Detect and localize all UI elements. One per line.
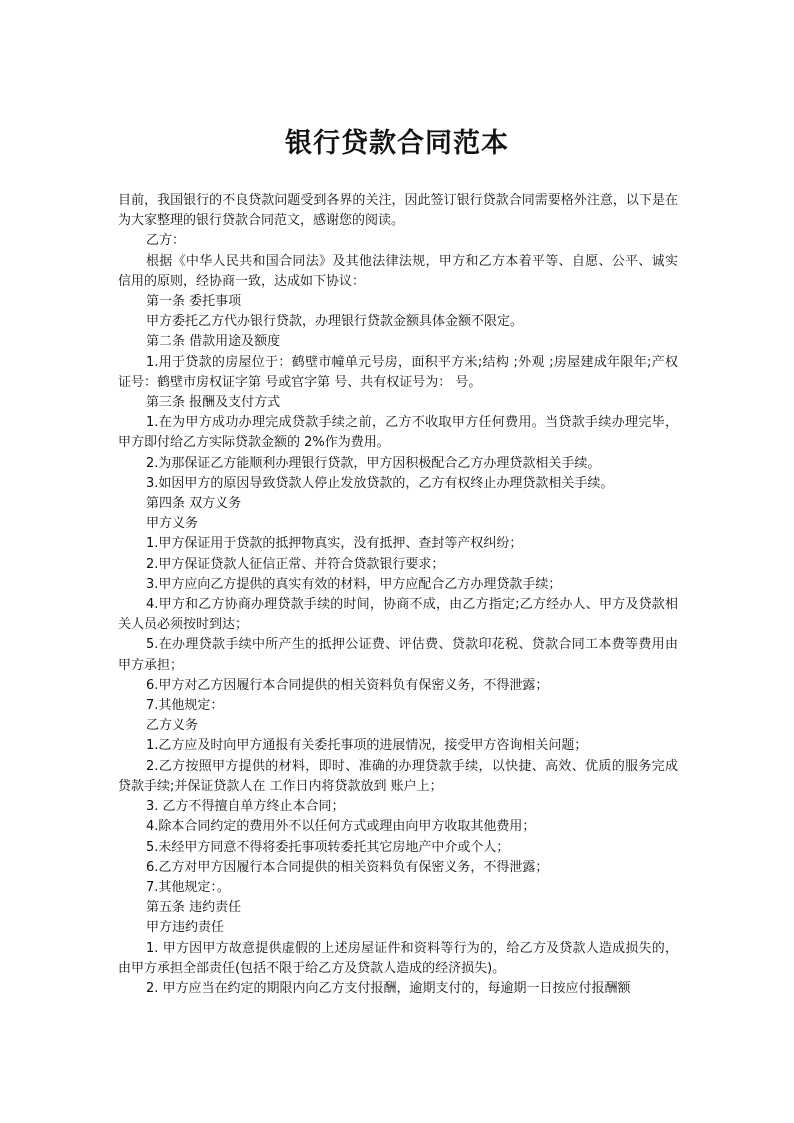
paragraph: 2.甲方保证贷款人征信正常、并符合贷款银行要求； [146,556,445,572]
paragraph: 第二条 借款用途及额度 [146,334,281,350]
paragraph: 1. 甲方因甲方故意提供虚假的上述房屋证件和资料等行为的，给乙方及贷款人造成损失的，由甲方承担全部责任(包括不限于给乙方及贷款人造成的经济损失)。 [118,940,678,976]
paragraph: 3.如因甲方的原因导致贷款人停止发放贷款的，乙方有权终止办理贷款相关手续。 [146,475,614,491]
paragraph: 乙方： [146,233,186,249]
paragraph: 1.用于贷款的房屋位于：鹤壁市幢单元号房，面积平方米;结构 ;外观 ;房屋建成年限年;产权证号：鹤壁市房权证字第 号或官字第 号、共有权证号为： 号。 [118,354,678,390]
paragraph: 4.甲方和乙方协商办理贷款手续的时间，协商不成，由乙方指定;乙方经办人、甲方及贷款相关人员必须按时到达； [118,597,678,633]
paragraph: 乙方义务 [146,718,199,734]
paragraph: 5.未经甲方同意不得将委托事项转委托其它房地产中介或个人； [146,839,510,855]
paragraph: 目前，我国银行的不良贷款问题受到各界的关注，因此签订银行贷款合同需要格外注意，以下是在为大家整理的银行贷款合同范文，感谢您的阅读。 [118,193,678,229]
document-body [118,191,678,999]
paragraph: 1.乙方应及时向甲方通报有关委托事项的进展情况，接受甲方咨询相关问题； [146,738,588,754]
paragraph: 5.在办理贷款手续中所产生的抵押公证费、评估费、贷款印花税、贷款合同工本费等费用由甲方承担； [118,637,678,673]
paragraph: 1.甲方保证用于贷款的抵押物真实，没有抵押、查封等产权纠纷； [146,536,523,552]
paragraph: 2.为那保证乙方能顺利办理银行贷款，甲方因积极配合乙方办理贷款相关手续。 [146,455,601,471]
paragraph: 4.除本合同约定的费用外不以任何方式或理由向甲方收取其他费用； [146,819,536,835]
paragraph: 第五条 违约责任 [146,900,242,916]
paragraph: 7.其他规定： [146,698,224,714]
paragraph: 第一条 委托事项 [146,294,242,310]
paragraph: 1.在为甲方成功办理完成贷款手续之前，乙方不收取甲方任何费用。当贷款手续办理完毕，甲方即付给乙方实际贷款金额的 2%作为费用。 [118,415,678,451]
paragraph: 3. 乙方不得擅自单方终止本合同； [146,799,345,815]
paragraph: 甲方违约责任 [146,920,225,936]
paragraph: 第四条 双方义务 [146,496,242,512]
paragraph: 2.乙方按照甲方提供的材料，即时、准确的办理贷款手续，以快捷、高效、优质的服务完成贷款手续;并保证贷款人在 工作日内将贷款放到 账户上； [118,758,678,794]
paragraph: 6.甲方对乙方因履行本合同提供的相关资料负有保密义务，不得泄露； [146,677,549,693]
paragraph: 根据《中华人民共和国合同法》及其他法律法规，甲方和乙方本着平等、自愿、公平、诚实信用的原则，经协商一致，达成如下协议： [118,253,678,289]
paragraph: 3.甲方应向乙方提供的真实有效的材料，甲方应配合乙方办理贷款手续； [146,576,562,592]
paragraph: 甲方义务 [146,516,199,532]
paragraph: 第三条 报酬及支付方式 [146,395,281,411]
paragraph: 6.乙方对甲方因履行本合同提供的相关资料负有保密义务，不得泄露； [146,859,549,875]
paragraph: 甲方委托乙方代办银行贷款，办理银行贷款金额具体金额不限定。 [146,314,524,330]
paragraph: 2. 甲方应当在约定的期限内向乙方支付报酬，逾期支付的，每逾期一日按应付报酬额 [146,980,631,996]
document-title: 银行贷款合同范本 [285,128,509,159]
paragraph: 7.其他规定：。 [146,879,230,895]
